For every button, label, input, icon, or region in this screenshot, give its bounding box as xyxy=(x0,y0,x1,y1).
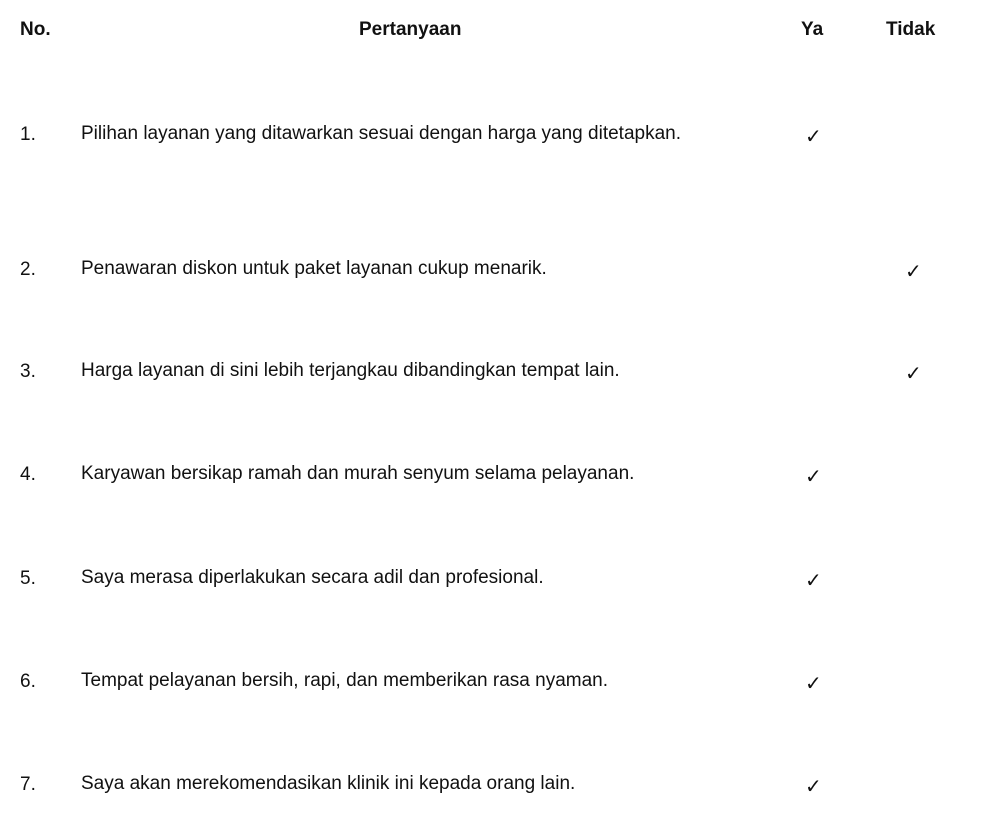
row-number: 3. xyxy=(20,361,36,382)
row-number: 5. xyxy=(20,568,36,589)
header-no-answer: Tidak xyxy=(886,19,936,40)
header-no: No. xyxy=(20,19,51,40)
row-question: Tempat pelayanan bersih, rapi, dan memberikan rasa nyaman. xyxy=(81,670,609,691)
check-icon: ✓ xyxy=(905,261,922,283)
row-question: Harga layanan di sini lebih terjangkau dibandingkan tempat lain. xyxy=(81,360,620,381)
row-number: 1. xyxy=(20,124,36,145)
row-number: 2. xyxy=(20,259,36,280)
row-question: Karyawan bersikap ramah dan murah senyum selama pelayanan. xyxy=(81,463,635,484)
check-icon: ✓ xyxy=(805,673,822,695)
row-question: Saya merasa diperlakukan secara adil dan profesional. xyxy=(81,567,544,588)
row-number: 7. xyxy=(20,774,36,795)
check-icon: ✓ xyxy=(805,776,822,798)
header-yes: Ya xyxy=(801,19,824,40)
check-icon: ✓ xyxy=(805,126,822,148)
row-question: Saya akan merekomendasikan klinik ini kepada orang lain. xyxy=(81,773,576,794)
row-number: 4. xyxy=(20,464,36,485)
header-question: Pertanyaan xyxy=(359,19,462,40)
row-question: Penawaran diskon untuk paket layanan cukup menarik. xyxy=(81,258,547,279)
check-icon: ✓ xyxy=(805,466,822,488)
row-question: Pilihan layanan yang ditawarkan sesuai dengan harga yang ditetapkan. xyxy=(81,123,681,144)
row-number: 6. xyxy=(20,671,36,692)
check-icon: ✓ xyxy=(905,363,922,385)
check-icon: ✓ xyxy=(805,570,822,592)
